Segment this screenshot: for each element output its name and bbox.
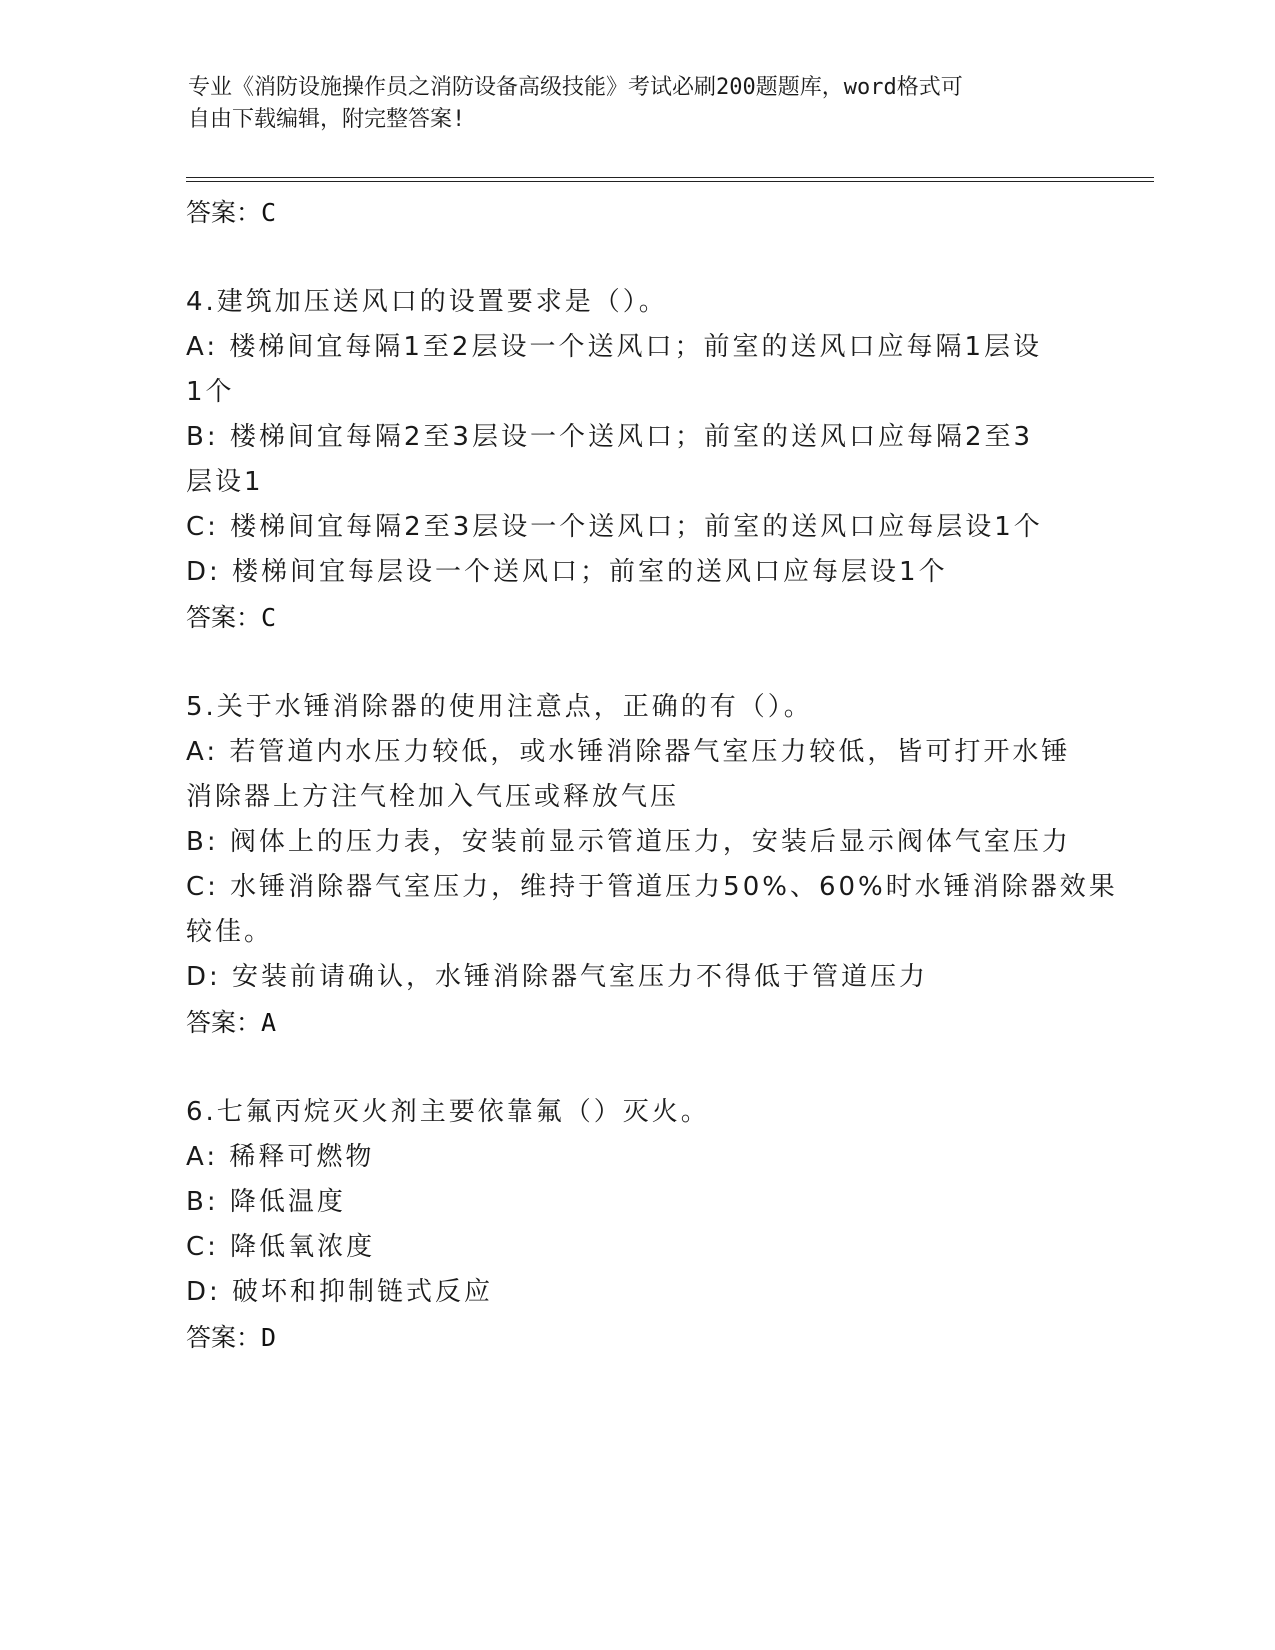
- header-line-1: 专业《消防设施操作员之消防设备高级技能》考试必刷200题题库，word格式可: [188, 75, 963, 100]
- question-list: [186, 190, 1118, 1361]
- question-4-option-b: [186, 415, 1086, 505]
- question-6-text: 6.七氟丙烷灭火剂主要依靠氟（）灭火。: [186, 1097, 710, 1127]
- question-5-text: 5.关于水锤消除器的使用注意点，正确的有（）。: [186, 692, 813, 722]
- question-block-6: [186, 1090, 1086, 1361]
- question-6-answer: 答案：D: [186, 1323, 277, 1352]
- option-text: B: 楼梯间宜每隔2至3层设一个送风口；前室的送风口应每隔2至3: [186, 422, 1034, 452]
- question-4-text: 4.建筑加压送风口的设置要求是（）。: [186, 287, 668, 317]
- option-text-continued: 较佳。: [186, 917, 274, 947]
- option-text-continued: 消除器上方注气栓加入气压或释放气压: [186, 782, 680, 812]
- question-block-4: [186, 280, 1086, 641]
- option-text: A: 楼梯间宜每隔1至2层设一个送风口；前室的送风口应每隔1层设: [186, 332, 1042, 362]
- option-text: A: 若管道内水压力较低，或水锤消除器气室压力较低，皆可打开水锤: [186, 737, 1071, 767]
- spacer: [186, 236, 1086, 280]
- spacer: [186, 641, 1086, 685]
- spacer: [186, 1046, 1086, 1090]
- question-5-option-b: B: 阀体上的压力表，安装前显示管道压力，安装后显示阀体气室压力: [186, 827, 1071, 857]
- question-5-option-a: [186, 730, 1086, 820]
- header-divider-top: [186, 177, 1154, 178]
- option-text-continued: 层设1: [186, 467, 264, 497]
- header-line-2: 自由下载编辑，附完整答案!: [188, 107, 466, 132]
- previous-answer: 答案：C: [186, 198, 277, 227]
- option-text-continued: 1个: [186, 377, 235, 407]
- question-4-option-d: D: 楼梯间宜每层设一个送风口；前室的送风口应每层设1个: [186, 557, 948, 587]
- question-6-option-c: C: 降低氧浓度: [186, 1232, 376, 1262]
- header-divider-bottom: [186, 181, 1154, 182]
- question-6-option-d: D: 破坏和抑制链式反应: [186, 1277, 494, 1307]
- question-4-answer: 答案：C: [186, 603, 277, 632]
- option-text: C: 水锤消除器气室压力，维持于管道压力50%、60%时水锤消除器效果: [186, 872, 1118, 902]
- question-4-option-c: C: 楼梯间宜每隔2至3层设一个送风口；前室的送风口应每层设1个: [186, 512, 1043, 542]
- question-5-option-c: [186, 865, 1118, 955]
- document-header: [188, 72, 1088, 136]
- question-5-option-d: D: 安装前请确认，水锤消除器气室压力不得低于管道压力: [186, 962, 929, 992]
- question-6-option-a: A: 稀释可燃物: [186, 1142, 375, 1172]
- question-block-5: [186, 685, 1118, 1046]
- question-6-option-b: B: 降低温度: [186, 1187, 346, 1217]
- question-5-answer: 答案：A: [186, 1008, 277, 1037]
- question-4-option-a: [186, 325, 1086, 415]
